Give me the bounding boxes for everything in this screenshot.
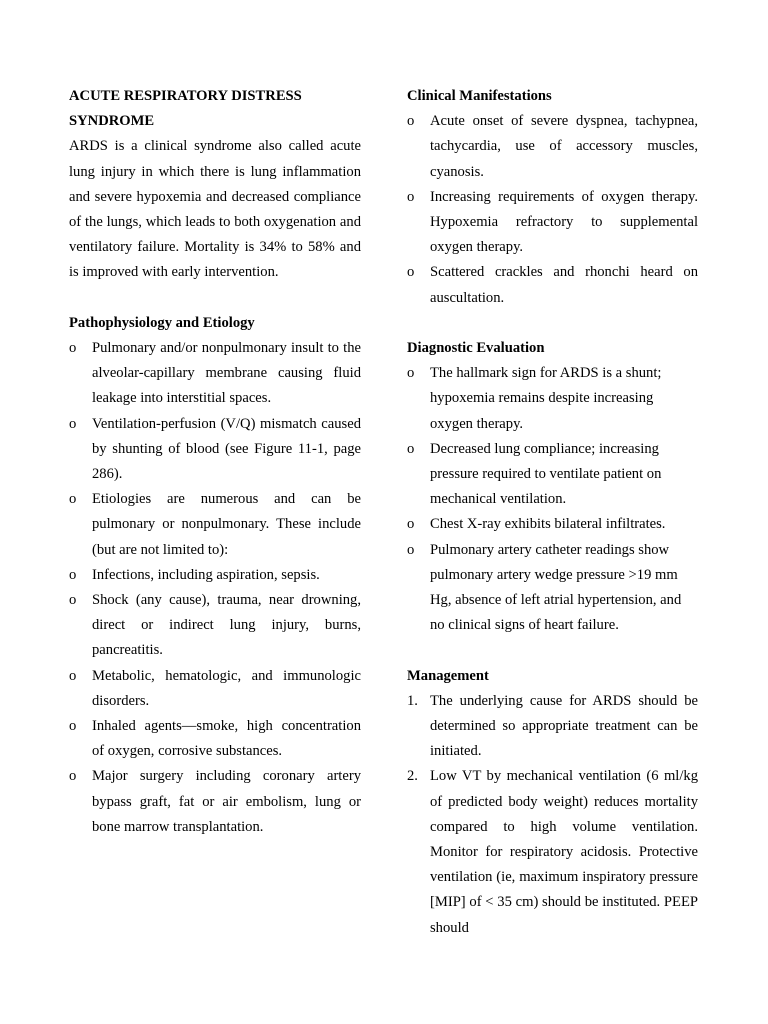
list-item [69,487,361,563]
document-title-line-2: SYNDROME [69,113,155,130]
list-item-text: Metabolic, hematologic, and immunologic disorders. [92,667,361,709]
diagnostic-evaluation-list [407,361,698,638]
list-item [407,109,698,185]
bullet-marker: o [407,264,415,281]
bullet-marker: o [407,365,415,382]
clinical-manifestations-heading: Clinical Manifestations [407,88,552,104]
bullet-marker: o [407,188,415,205]
list-item [69,714,361,764]
list-item-text: The hallmark sign for ARDS is a shunt; hypoxemia remains despite increasing oxygen therapy. [430,365,662,432]
diagnostic-evaluation-heading: Diagnostic Evaluation [407,340,545,357]
bullet-marker: o [69,592,77,609]
clinical-manifestations-list [407,109,698,311]
list-item [69,664,361,714]
management-list [407,689,698,941]
list-item-text: The underlying cause for ARDS should be determined so appropriate treatment can be initiated. [430,692,698,760]
list-item-text: Scattered crackles and rhonchi heard on auscultation. [430,264,698,306]
pathophysiology-list [69,336,361,840]
list-item [407,538,698,639]
list-item-text: Major surgery including coronary artery bypass graft, fat or air embolism, lung or bone marrow transplantation. [92,768,361,835]
bullet-marker: o [407,440,415,457]
list-item-text: Pulmonary artery catheter readings show pulmonary artery wedge pressure >19 mm Hg, absence of left atrial hypertension, and no clinical signs of heart failure. [430,541,682,634]
list-item [407,689,698,765]
list-item [407,185,698,261]
bullet-marker: o [407,516,415,533]
bullet-marker: o [69,340,77,357]
list-item-text: Ventilation-perfusion (V/Q) mismatch caused by shunting of blood (see Figure 11-1, page 286). [92,415,361,483]
list-item [69,764,361,840]
bullet-marker: o [69,667,77,684]
left-column [69,84,361,840]
list-item-text: Shock (any cause), trauma, near drowning, direct or indirect lung injury, burns, pancreatitis. [92,592,361,659]
list-item-text: Decreased lung compliance; increasing pressure required to ventilate patient on mechanical ventilation. [430,440,662,508]
right-column [407,84,698,941]
management-heading: Management [407,667,489,684]
list-item-text: Inhaled agents—smoke, high concentration of oxygen, corrosive substances. [92,718,361,760]
pathophysiology-heading: Pathophysiology and Etiology [69,314,255,331]
bullet-marker: o [69,768,77,785]
list-item-text: Infections, including aspiration, sepsis. [92,566,320,583]
list-item [407,437,698,513]
intro-paragraph: ARDS is a clinical syndrome also called acute lung injury in which there is lung inflammation and severe hypoxemia and decreased compliance of the lungs, which leads to both oxygenation and ventilatory failure. Mortality is 34% to 58% and is improved with early intervention. [69,138,361,281]
bullet-marker: o [407,113,415,130]
list-item-text: Etiologies are numerous and can be pulmonary or nonpulmonary. These include (but are not limited to): [92,491,361,558]
section-spacer [407,311,698,336]
list-item [69,336,361,412]
list-item-text: Low VT by mechanical ventilation (6 ml/kg of predicted body weight) reduces mortality compared to high volume ventilation. Monitor for respiratory acidosis. Protective ventilation (ie, maximum inspiratory pressure [MIP] of < 35 cm) should be instituted. PEEP should [430,768,698,936]
bullet-marker: o [69,718,77,735]
document-title-line-1: ACUTE RESPIRATORY DISTRESS [69,88,302,104]
list-item [69,412,361,488]
list-item [69,588,361,664]
list-number: 1. [407,692,418,709]
bullet-marker: o [69,415,77,432]
section-spacer [69,286,361,311]
bullet-marker: o [69,491,77,508]
list-item [407,361,698,437]
list-item-text: Increasing requirements of oxygen therapy. Hypoxemia refractory to supplemental oxygen therapy. [430,188,698,256]
list-number: 2. [407,768,418,785]
list-item-text: Chest X-ray exhibits bilateral infiltrates. [430,516,666,533]
bullet-marker: o [69,566,77,583]
list-item [407,260,698,310]
list-item-text: Acute onset of severe dyspnea, tachypnea, tachycardia, use of accessory muscles, cyanosis. [430,113,698,180]
section-spacer [407,638,698,663]
list-item [407,764,698,940]
bullet-marker: o [407,541,415,558]
list-item [69,563,361,588]
list-item-text: Pulmonary and/or nonpulmonary insult to the alveolar-capillary membrane causing fluid leakage into interstitial spaces. [92,340,361,407]
list-item [407,512,698,537]
